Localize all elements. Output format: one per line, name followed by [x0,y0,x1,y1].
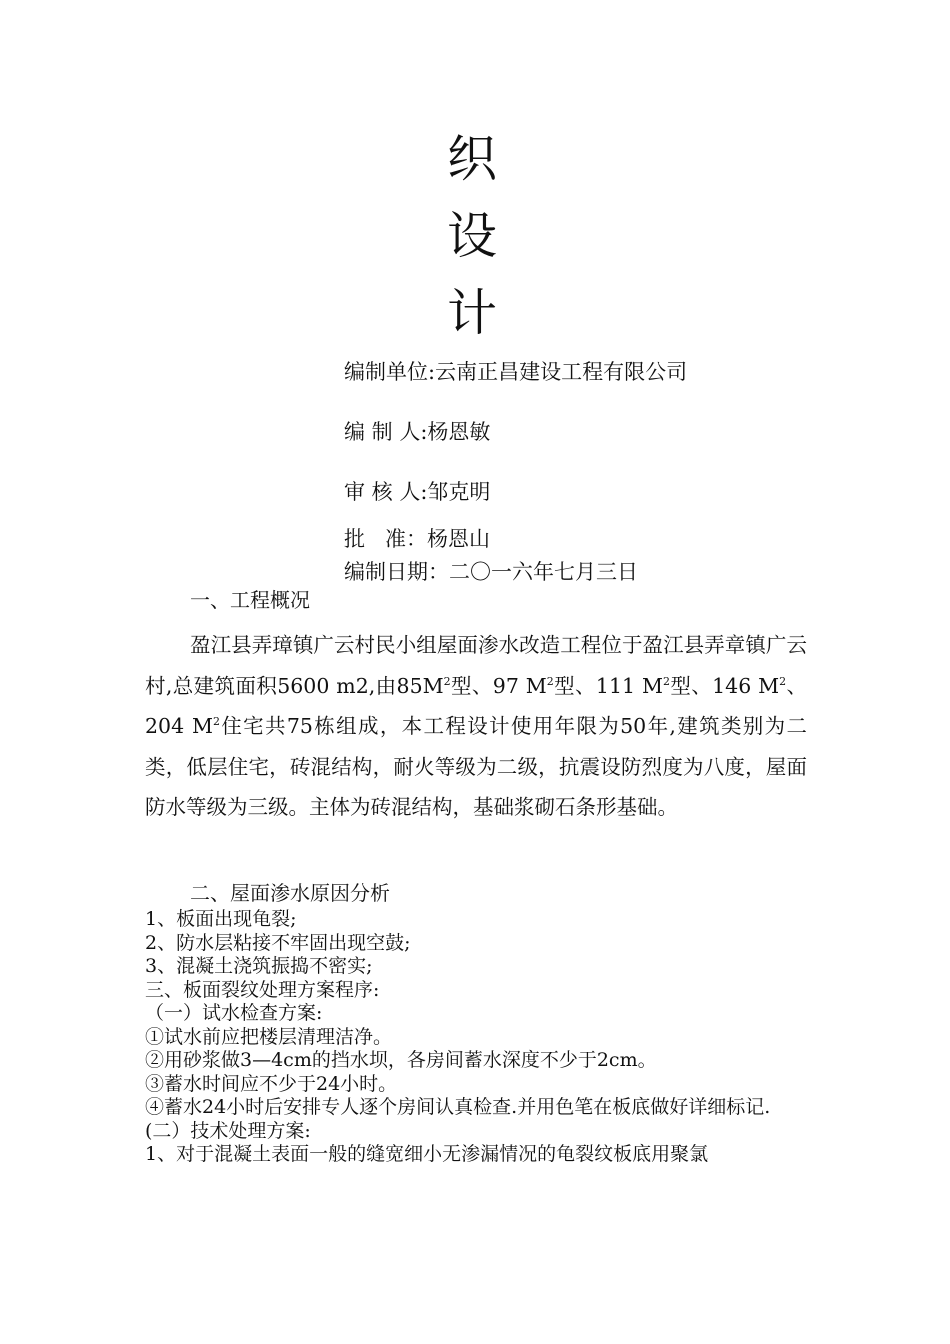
list-item: ④蓄水24小时后安排专人逐个房间认真检查.并用色笔在板底做好详细标记. [145,1096,771,1118]
title-char-3: 计 [447,284,497,342]
list-item: （一）试水检查方案: [145,1002,323,1024]
reviewer: 审 核 人:邹克明 [344,480,491,504]
list-item: 1、对于混凝土表面一般的缝宽细小无渗漏情况的龟裂纹板底用聚氯 [145,1143,709,1165]
section-heading-cause-analysis: 二、屋面渗水原因分析 [190,881,390,905]
list-item: ②用砂浆做3—4cm的挡水坝，各房间蓄水深度不少于2cm。 [145,1049,657,1071]
compile-date: 编制日期：二〇一六年七月三日 [344,560,638,584]
body-list [145,908,810,1167]
list-item: ③蓄水时间应不少于24小时。 [145,1072,398,1095]
compiler: 编 制 人:杨恩敏 [344,420,491,444]
list-item: 3、混凝土浇筑振捣不密实; [145,955,373,977]
title-char-2: 设 [447,207,497,265]
approver: 批 准：杨恩山 [344,527,491,551]
title-char-1: 织 [447,130,497,188]
compiling-unit: 编制单位:云南正昌建设工程有限公司 [344,360,688,384]
list-item: 三、板面裂纹处理方案程序: [145,978,380,1001]
list-item: (二）技术处理方案: [145,1119,311,1142]
list-item: 1、板面出现龟裂; [145,908,297,930]
overview-paragraph: 盈江县弄璋镇广云村民小组屋面渗水改造工程位于盈江县弄章镇广云村,总建筑面积5600 m2,由$85M^2$型、97 $M^2$型、111 $M^2$型、146 $M^2$、204 $M^2$住宅共75栋组成，本工程设计使用年限为50年,建筑类别为二类，低层住宅，砖混结构，耐火等级为二级，抗震设防烈度为八度，屋面防水等级为三级。主体为砖混结构，基础浆砌石条形基础。 [145,633,808,819]
list-item: 2、防水层粘接不牢固出现空鼓; [145,931,411,954]
section-heading-overview: 一、工程概况 [190,588,310,612]
list-item: ①试水前应把楼层清理洁净。 [145,1025,393,1048]
